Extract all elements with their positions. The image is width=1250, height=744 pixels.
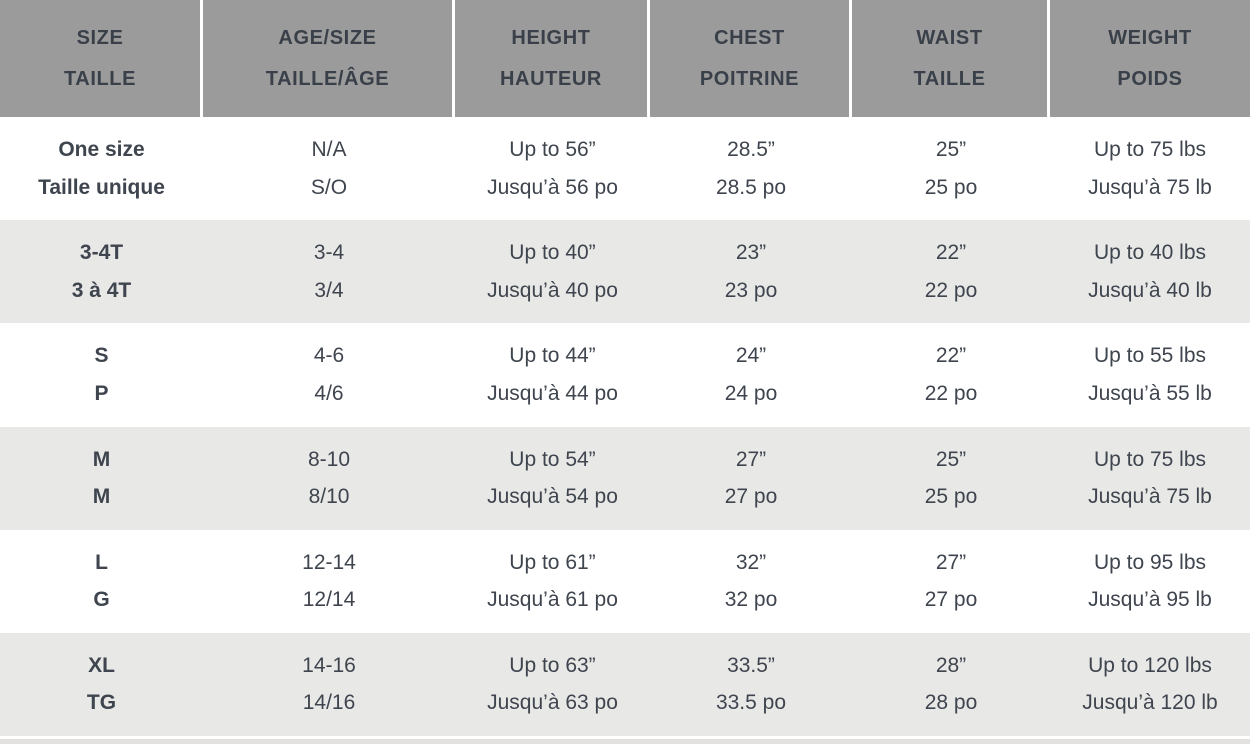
cell-size: [0, 117, 203, 220]
cell-value-en: 22”: [935, 344, 967, 368]
cell-value-en: 27”: [735, 447, 767, 471]
cell-value-en: M: [92, 447, 111, 471]
cell-waist: [852, 220, 1050, 323]
table-row: [0, 633, 1250, 736]
bottom-strip: [0, 736, 1250, 744]
cell-value-en: N/A: [311, 138, 347, 162]
cell-value-fr: 23 po: [724, 278, 778, 302]
cell-size: [0, 220, 203, 323]
cell-waist: [852, 633, 1050, 736]
column-header-size: [0, 0, 203, 117]
cell-size: [0, 427, 203, 530]
cell-height: [455, 117, 650, 220]
cell-value-en: 32”: [735, 550, 767, 574]
header-label-fr: TAILLE: [913, 67, 986, 90]
cell-value-en: Up to 54”: [509, 447, 596, 471]
column-header-chest: [650, 0, 852, 117]
table-header-row: [0, 0, 1250, 117]
cell-value-en: 22”: [935, 241, 967, 265]
cell-value-fr: 22 po: [924, 381, 978, 405]
cell-weight: [1050, 633, 1250, 736]
cell-waist: [852, 530, 1050, 633]
cell-weight: [1050, 220, 1250, 323]
cell-size: [0, 633, 203, 736]
cell-age-size: [203, 530, 455, 633]
cell-value-en: Up to 56”: [509, 138, 596, 162]
cell-age-size: [203, 220, 455, 323]
cell-value-en: Up to 40”: [509, 241, 596, 265]
cell-value-en: 28”: [935, 653, 967, 677]
cell-value-en: One size: [58, 138, 145, 162]
cell-weight: [1050, 530, 1250, 633]
header-label-fr: POIDS: [1117, 67, 1183, 90]
cell-value-fr: Jusqu’à 63 po: [487, 691, 618, 715]
cell-value-fr: 24 po: [724, 381, 778, 405]
cell-age-size: [203, 117, 455, 220]
header-label-fr: TAILLE/ÂGE: [265, 67, 390, 90]
cell-value-fr: G: [93, 588, 110, 612]
cell-value-fr: 22 po: [924, 278, 978, 302]
column-header-weight: [1050, 0, 1250, 117]
cell-value-en: Up to 55 lbs: [1093, 344, 1207, 368]
table-row: [0, 530, 1250, 633]
cell-value-en: 3-4: [313, 241, 345, 265]
cell-value-en: 28.5”: [727, 138, 775, 162]
cell-value-en: 3-4T: [79, 241, 124, 265]
cell-size: [0, 530, 203, 633]
cell-age-size: [203, 323, 455, 426]
cell-waist: [852, 117, 1050, 220]
cell-weight: [1050, 117, 1250, 220]
cell-chest: [650, 530, 852, 633]
cell-size: [0, 323, 203, 426]
cell-age-size: [203, 427, 455, 530]
cell-value-fr: S/O: [310, 175, 348, 199]
cell-value-en: 25”: [935, 138, 967, 162]
cell-value-en: XL: [88, 653, 115, 677]
cell-value-fr: Jusqu’à 95 lb: [1088, 588, 1212, 612]
cell-value-en: 14-16: [302, 653, 356, 677]
cell-value-en: 27”: [935, 550, 967, 574]
cell-value-fr: TG: [86, 691, 117, 715]
cell-value-en: Up to 75 lbs: [1093, 138, 1207, 162]
column-header-age-size: [203, 0, 455, 117]
cell-value-fr: Jusqu’à 54 po: [487, 485, 618, 509]
cell-value-en: Up to 75 lbs: [1093, 447, 1207, 471]
column-header-waist: [852, 0, 1050, 117]
header-label-en: AGE/SIZE: [278, 26, 377, 49]
cell-value-fr: 14/16: [302, 691, 356, 715]
cell-value-en: Up to 95 lbs: [1093, 550, 1207, 574]
header-label-en: WEIGHT: [1108, 26, 1192, 49]
cell-chest: [650, 220, 852, 323]
cell-value-fr: Jusqu’à 120 lb: [1082, 691, 1218, 715]
cell-value-fr: 33.5 po: [715, 691, 787, 715]
cell-value-fr: Jusqu’à 44 po: [487, 381, 618, 405]
cell-value-fr: 8/10: [308, 485, 350, 509]
column-header-height: [455, 0, 650, 117]
cell-value-fr: Jusqu’à 56 po: [487, 175, 618, 199]
cell-value-fr: Jusqu’à 75 lb: [1088, 175, 1212, 199]
cell-value-fr: Jusqu’à 40 po: [487, 278, 618, 302]
cell-value-en: 25”: [935, 447, 967, 471]
cell-value-fr: 3 à 4T: [71, 278, 132, 302]
cell-value-fr: 27 po: [924, 588, 978, 612]
cell-value-en: 8-10: [307, 447, 351, 471]
cell-age-size: [203, 633, 455, 736]
table-row: [0, 117, 1250, 220]
cell-weight: [1050, 323, 1250, 426]
cell-value-fr: 25 po: [924, 175, 978, 199]
cell-value-fr: P: [94, 381, 109, 405]
header-label-en: WAIST: [916, 26, 983, 49]
cell-chest: [650, 427, 852, 530]
cell-waist: [852, 427, 1050, 530]
header-label-en: HEIGHT: [511, 26, 591, 49]
cell-value-en: Up to 120 lbs: [1088, 653, 1212, 677]
cell-height: [455, 633, 650, 736]
cell-value-fr: 3/4: [314, 278, 344, 302]
cell-height: [455, 220, 650, 323]
cell-chest: [650, 117, 852, 220]
cell-value-en: Up to 63”: [509, 653, 596, 677]
cell-value-fr: 4/6: [314, 381, 344, 405]
cell-value-en: S: [94, 344, 109, 368]
cell-height: [455, 530, 650, 633]
cell-value-en: 33.5”: [727, 653, 775, 677]
cell-value-en: L: [95, 550, 108, 574]
header-label-fr: HAUTEUR: [500, 67, 602, 90]
header-label-en: CHEST: [714, 26, 785, 49]
header-label-fr: POITRINE: [699, 67, 800, 90]
cell-value-en: 12-14: [302, 550, 356, 574]
cell-chest: [650, 633, 852, 736]
cell-value-fr: 32 po: [724, 588, 778, 612]
cell-value-fr: Taille unique: [38, 175, 165, 199]
cell-value-fr: M: [92, 485, 111, 509]
cell-value-en: 23”: [735, 241, 767, 265]
cell-value-fr: Jusqu’à 61 po: [487, 588, 618, 612]
cell-value-en: 24”: [735, 344, 767, 368]
cell-value-fr: 12/14: [302, 588, 356, 612]
cell-value-en: 4-6: [313, 344, 345, 368]
cell-height: [455, 427, 650, 530]
table-row: [0, 427, 1250, 530]
header-label-fr: TAILLE: [63, 67, 137, 90]
cell-value-fr: 28 po: [924, 691, 978, 715]
table-row: [0, 323, 1250, 426]
header-label-en: SIZE: [76, 26, 124, 49]
table-row: [0, 220, 1250, 323]
cell-value-en: Up to 44”: [509, 344, 596, 368]
cell-value-fr: Jusqu’à 55 lb: [1088, 381, 1212, 405]
cell-value-en: Up to 40 lbs: [1093, 241, 1207, 265]
cell-height: [455, 323, 650, 426]
cell-value-fr: 27 po: [724, 485, 778, 509]
cell-value-en: Up to 61”: [509, 550, 596, 574]
cell-value-fr: Jusqu’à 40 lb: [1088, 278, 1212, 302]
cell-value-fr: Jusqu’à 75 lb: [1088, 485, 1212, 509]
cell-waist: [852, 323, 1050, 426]
cell-value-fr: 25 po: [924, 485, 978, 509]
cell-weight: [1050, 427, 1250, 530]
cell-chest: [650, 323, 852, 426]
table-body: [0, 117, 1250, 736]
cell-value-fr: 28.5 po: [715, 175, 787, 199]
